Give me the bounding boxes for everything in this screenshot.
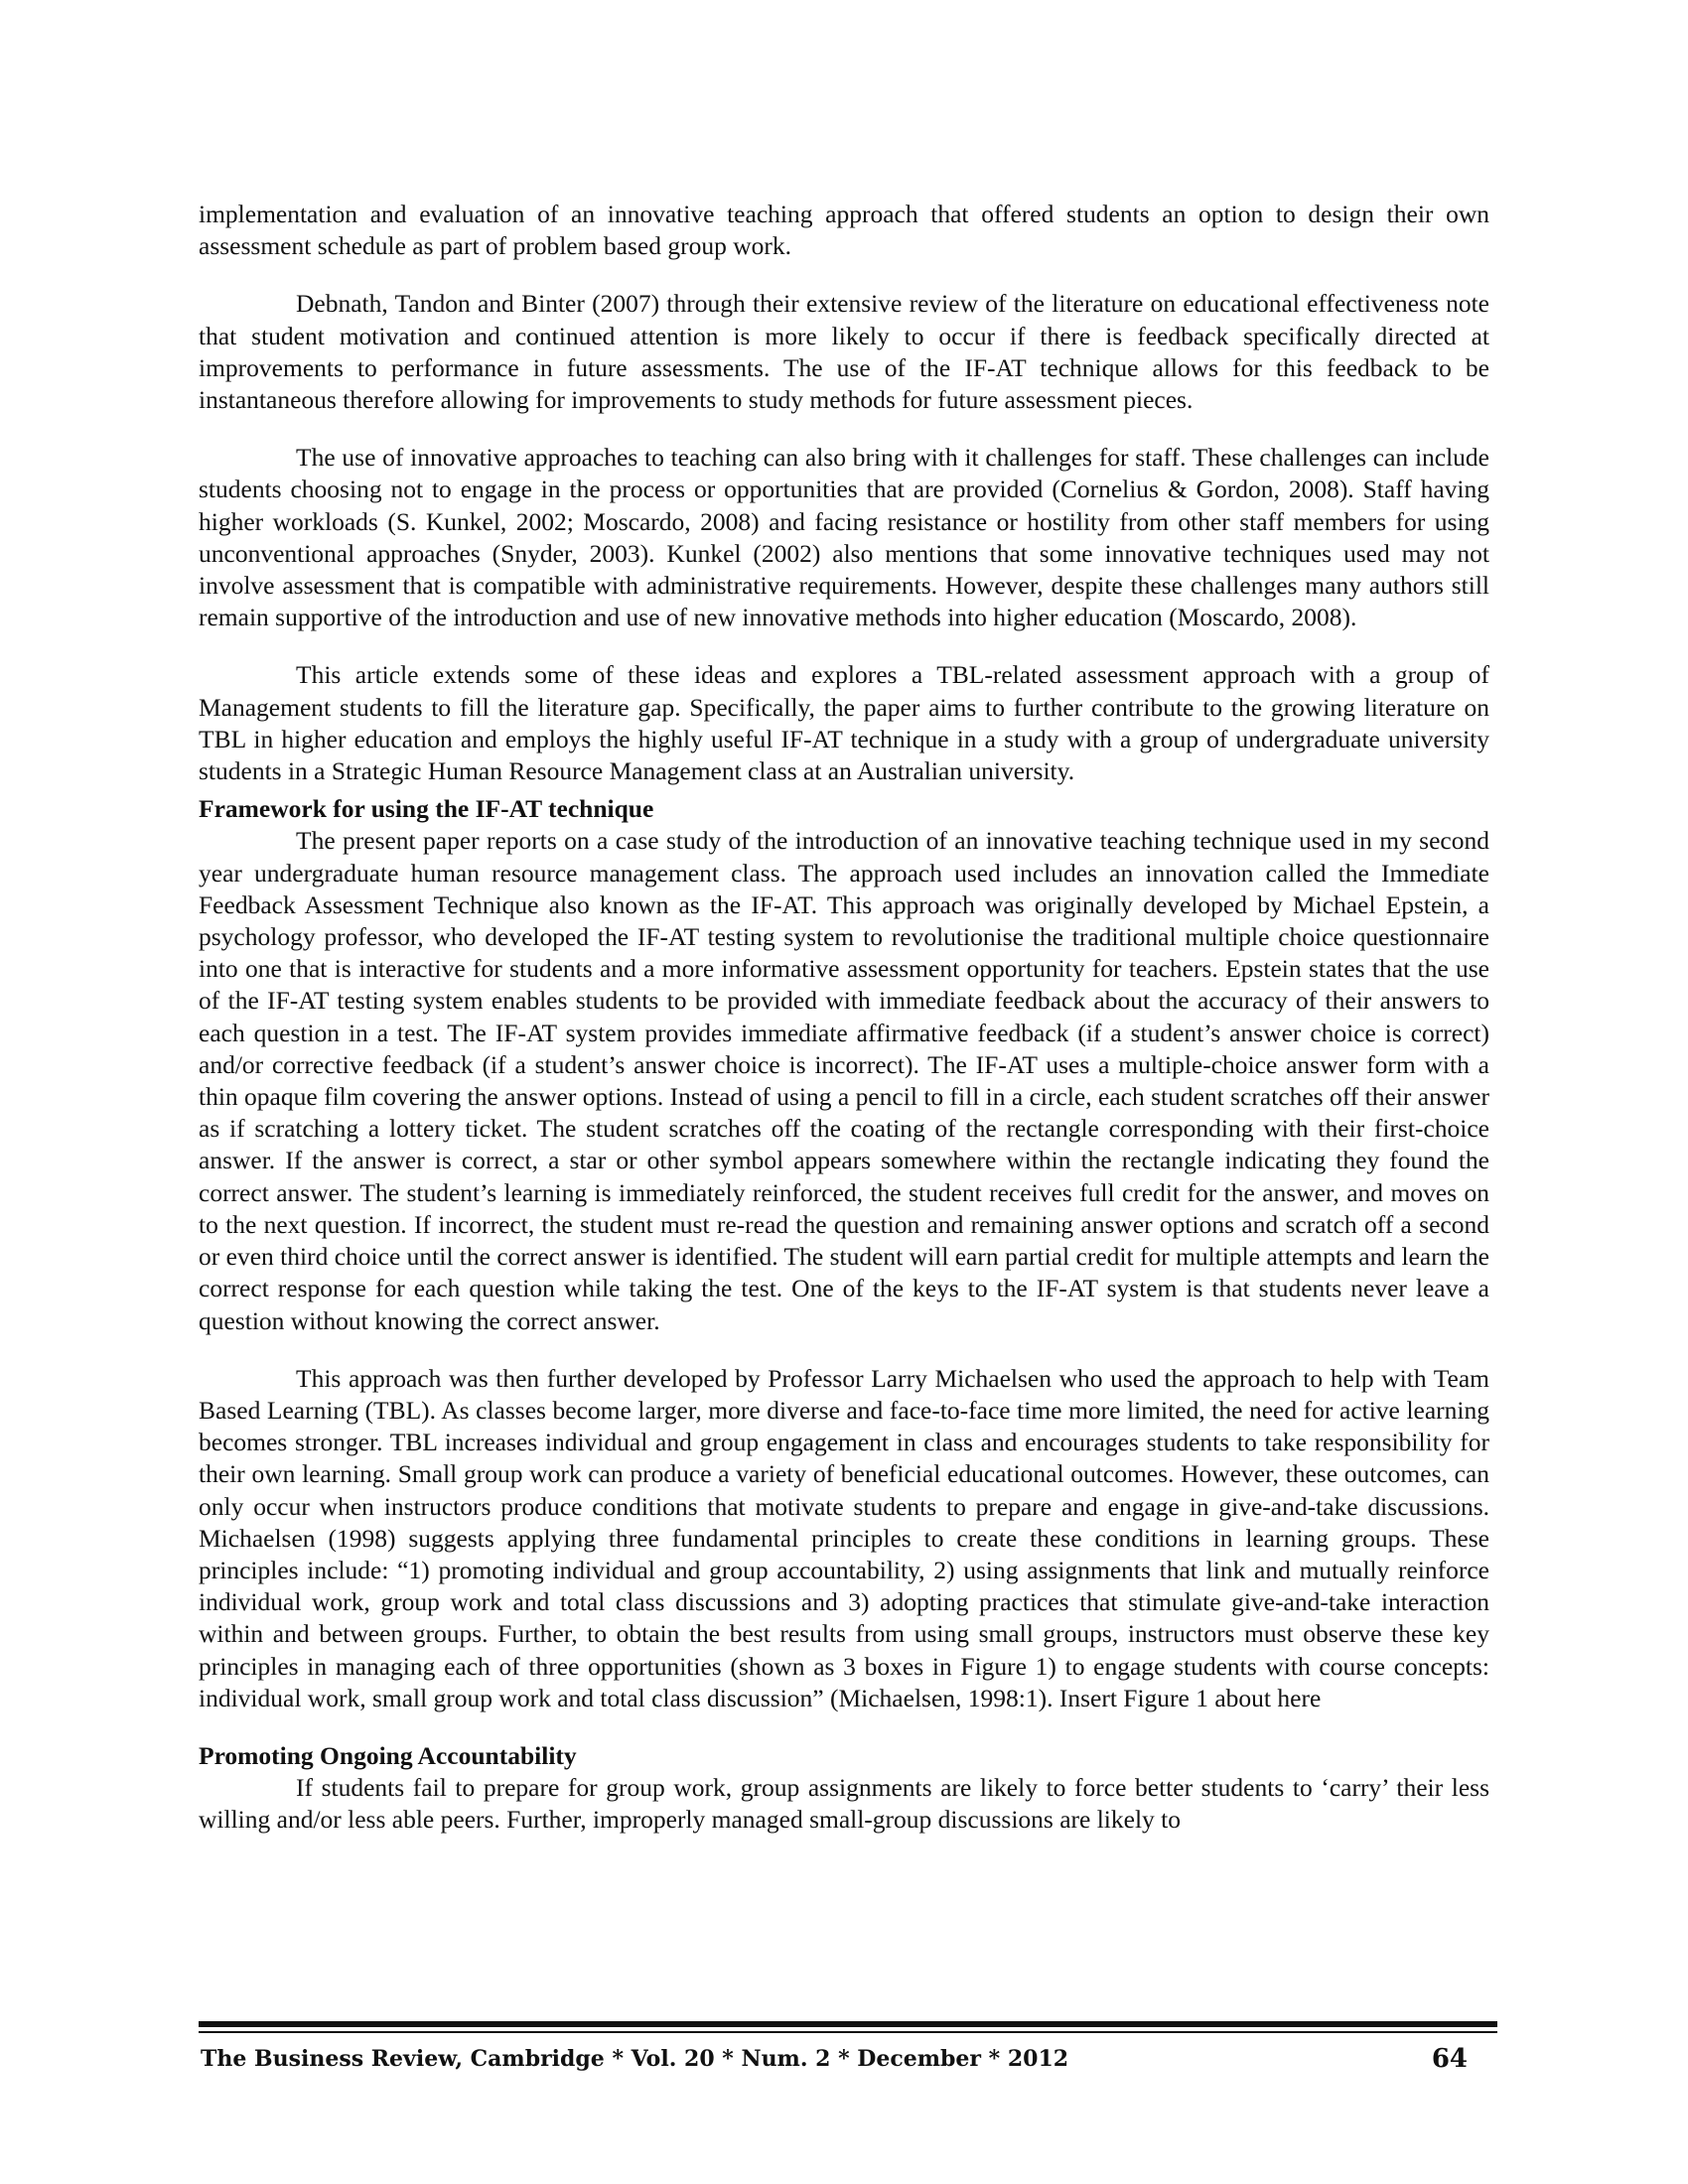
journal-citation: The Business Review, Cambridge * Vol. 20 * Num. 2 * December * 2012 [201,2046,1069,2072]
paragraph-michaelsen: This approach was then further developed by Professor Larry Michaelsen who used the approach to help with Team Based Learning (TBL). As classes become larger, more diverse and face-to-face time more limited, the need for active learning becomes stronger. TBL increases individual and group engagement in class and encourages students to take responsibility for their own learning. Small group work can produce a variety of beneficial educational outcomes. However, these outcomes, can only occur when instructors produce conditions that motivate students to prepare and engage in give-and-take discussions. Michaelsen (1998) suggests applying three fundamental principles to create these conditions in learning groups. These principles include: “1) promoting individual and group accountability, 2) using assignments that link and mutually reinforce individual work, group work and total class discussions and 3) adopting practices that stimulate give-and-take interaction within and between groups. Further, to obtain the best results from using small groups, instructors must observe these key principles in managing each of three opportunities (shown as 3 boxes in Figure 1) to engage students with course concepts: individual work, small group work and total class discussion” (Michaelsen, 1998:1). Insert Figure 1 about here [199,1363,1489,1712]
footer-rule-thin [199,2031,1497,2033]
paragraph-challenges: The use of innovative approaches to teaching can also bring with it challenges for staff. These challenges can include students choosing not to engage in the process or opportunities that are provided (Cornelius & Gordon, 2008). Staff having higher workloads (S. Kunkel, 2002; Moscardo, 2008) and facing resistance or hostility from other staff members for using unconventional approaches (Snyder, 2003). Kunkel (2002) also mentions that some innovative techniques used may not involve assessment that is compatible with administrative requirements. However, despite these challenges many authors still remain supportive of the introduction and use of new innovative methods into higher education (Moscardo, 2008). [199,443,1489,632]
paragraph-article-extends: This article extends some of these ideas and explores a TBL-related assessment approach with a group of Management students to fill the literature gap. Specifically, the paper aims to further contribute to the growing literature on TBL in higher education and employs the highly useful IF-AT technique in a study with a group of undergraduate university students in a Strategic Human Resource Management class at an Australian university. [199,660,1489,786]
body-text [199,199,1489,1837]
footer-rule-thick [199,2021,1497,2027]
paragraph-ifat-case-study: The present paper reports on a case study of the introduction of an innovative teaching technique used in my second year undergraduate human resource management class. The approach used includes an innovation called the Immediate Feedback Assessment Technique also known as the IF-AT. This approach was originally developed by Michael Epstein, a psychology professor, who developed the IF-AT testing system to revolutionise the traditional multiple choice questionnaire into one that is interactive for students and a more informative assessment opportunity for teachers. Epstein states that the use of the IF-AT testing system enables students to be provided with immediate feedback about the accuracy of their answers to each question in a test. The IF-AT system provides immediate affirmative feedback (if a student’s answer choice is correct) and/or corrective feedback (if a student’s answer choice is incorrect). The IF-AT uses a multiple-choice answer form with a thin opaque film covering the answer options. Instead of using a pencil to fill in a circle, each student scratches off their answer as if scratching a lottery ticket. The student scratches off the coating of the rectangle corresponding with their first-choice answer. If the answer is correct, a star or other symbol appears somewhere within the rectangle indicating they found the correct answer. The student’s learning is immediately reinforced, the student receives full credit for the answer, and moves on to the next question. If incorrect, the student must re-read the question and remaining answer options and scratch off a second or even third choice until the correct answer is identified. The student will earn partial credit for multiple attempts and learn the correct response for each question while taking the test. One of the keys to the IF-AT system is that students never leave a question without knowing the correct answer. [199,826,1489,1335]
paragraph-continuation: implementation and evaluation of an innovative teaching approach that offered students an option to design their own assessment schedule as part of problem based group work. [199,200,1489,261]
section-heading-accountability: Promoting Ongoing Accountability [199,1740,577,1770]
page-number: 64 [1431,2044,1468,2074]
paragraph-accountability: If students fail to prepare for group work, group assignments are likely to force better students to ‘carry’ their less willing and/or less able peers. Further, improperly managed small-group discussions are likely to [199,1773,1489,1835]
page-footer [199,2039,1489,2079]
paragraph-debnath: Debnath, Tandon and Binter (2007) through their extensive review of the literature on educational effectiveness note that student motivation and continued attention is more likely to occur if there is feedback specifically directed at improvements to performance in future assessments. The use of the IF-AT technique allows for this feedback to be instantaneous therefore allowing for improvements to study methods for future assessment pieces. [199,289,1489,415]
section-heading-framework: Framework for using the IF-AT technique [199,794,654,824]
